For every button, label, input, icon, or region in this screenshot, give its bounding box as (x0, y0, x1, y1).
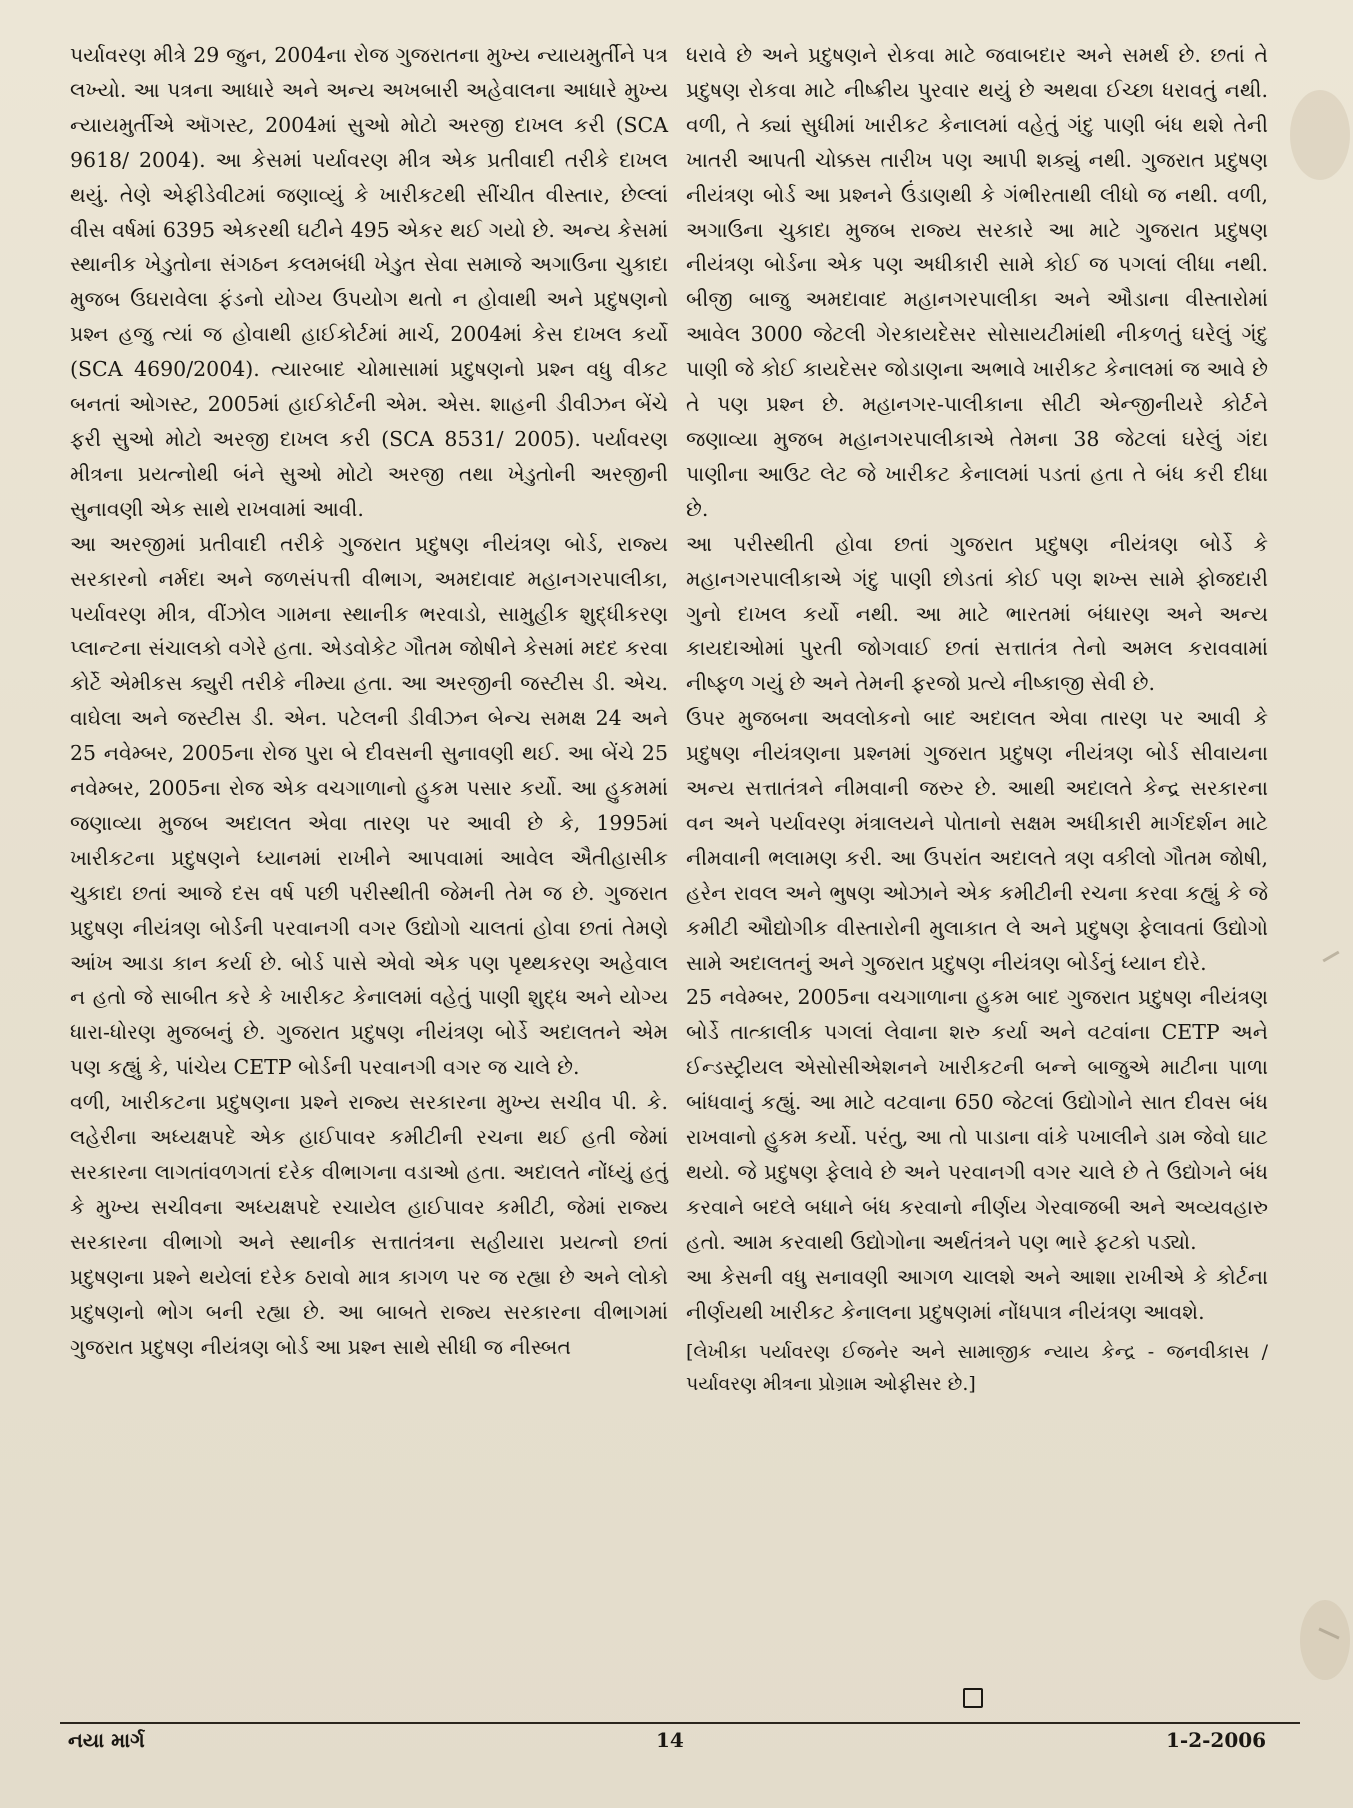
article-paragraph: આ કેસની વધુ સનાવણી આગળ ચાલશે અને આશા રાખીએ કે કોર્ટના નીર્ણયથી ખારીકટ કેનાલના પ્રદુષણમાં નોંધપાત્ર નીયંત્રણ આવશે. (686, 1264, 1268, 1324)
article-paragraph: આ અરજીમાં પ્રતીવાદી તરીકે ગુજરાત પ્રદુષણ નીયંત્રણ બોર્ડ, રાજ્ય સરકારનો નર્મદા અને જળસંપત્તી વીભાગ, અમદાવાદ મહાનગરપાલીકા, પર્યાવરણ મીત્ર, વીંઝોલ ગામના સ્થાનીક ભરવાડો, સામુહીક શુદ્ધીકરણ પ્લાન્ટના સંચાલકો વગેરે હતા. એડવોકેટ ગૌતમ જોષીને કેસમાં મદદ કરવા કોર્ટે એમીકસ ક્યુરી તરીકે નીમ્યા હતા. આ અરજીની જસ્ટીસ ડી. એચ. વાઘેલા અને જસ્ટીસ ડી. એન. પટેલની ડીવીઝન બેન્ચ સમક્ષ 24 અને 25 નવેમ્બર, 2005ના રોજ પુરા બે દીવસની સુનાવણી થઈ. આ બેંચે 25 નવેમ્બર, 2005ના રોજ એક વચગાળાનો હુકમ પસાર કર્યો. આ હુકમમાં જણાવ્યા મુજબ અદાલત એવા તારણ પર આવી છે કે, 1995માં ખારીકટના પ્રદુષણને ધ્યાનમાં રાખીને આપવામાં આવેલ ઐતીહાસીક ચુકાદા છતાં આજે દસ વર્ષ પછી પરીસ્થીતી જેમની તેમ જ છે. ગુજરાત પ્રદુષણ નીયંત્રણ બોર્ડની પરવાનગી વગર ઉદ્યોગો ચાલતાં હોવા છતાં તેમણે આંખ આડા કાન કર્યા છે. બોર્ડ પાસે એવો એક પણ પૃથ્થકરણ અહેવાલ ન હતો જે સાબીત કરે કે ખારીકટ કેનાલમાં વહેતું પાણી શુદ્ધ અને યોગ્ય ધારા-ધોરણ મુજબનું છે. ગુજરાત પ્રદુષણ નીયંત્રણ બોર્ડે અદાલતને એમ પણ કહ્યું કે, પાંચેય CETP બોર્ડની પરવાનગી વગર જ ચાલે છે. (70, 531, 668, 1080)
footer-page-number: 14 (656, 1728, 684, 1752)
article-column-left (70, 38, 668, 1364)
paper-scuff (1322, 951, 1339, 963)
article-paragraph: 25 નવેમ્બર, 2005ના વચગાળાના હુકમ બાદ ગુજરાત પ્રદુષણ નીયંત્રણ બોર્ડે તાત્કાલીક પગલાં લેવાના શરુ કર્યા અને વટવાંના CETP અને ઈન્ડસ્ટ્રીયલ એસોસીએશનને ખારીકટની બન્ને બાજુએ માટીના પાળા બાંધવાનું કહ્યું. આ માટે વટવાના 650 જેટલાં ઉદ્યોગોને સાત દીવસ બંધ રાખવાનો હુકમ કર્યો. પરંતુ, આ તો પાડાના વાંકે પખાલીને ડામ જેવો ઘાટ થયો. જે પ્રદુષણ ફેલાવે છે અને પરવાનગી વગર ચાલે છે તે ઉદ્યોગને બંધ કરવાને બદલે બધાને બંધ કરવાનો નીર્ણય ગેરવાજબી અને અવ્યવહારુ હતો. આમ કરવાથી ઉદ્યોગોના અર્થતંત્રને પણ ભારે ફટકો પડ્યો. (686, 985, 1268, 1254)
author-footnote: [લેખીકા પર્યાવરણ ઈજનેર અને સામાજીક ન્યાય કેન્દ્ર - જનવીકાસ / પર્યાવરણ મીત્રના પ્રોગ્રામ ઓફીસર છે.] (686, 1340, 1268, 1395)
footer-issue-date: 1-2-2006 (1166, 1728, 1267, 1752)
article-paragraph: આ પરીસ્થીતી હોવા છતાં ગુજરાત પ્રદુષણ નીયંત્રણ બોર્ડે કે મહાનગરપાલીકાએ ગંદુ પાણી છોડતાં કોઈ પણ શખ્સ સામે ફોજદારી ગુનો દાખલ કર્યો નથી. આ માટે ભારતમાં બંધારણ અને અન્ય કાયદાઓમાં પુરતી જોગવાઈ છતાં સત્તાતંત્ર તેનો અમલ કરાવવામાં નીષ્ફળ ગયું છે અને તેમની ફરજો પ્રત્યે નીષ્કાજી સેવી છે. (686, 531, 1268, 696)
paper-stain (1290, 90, 1350, 180)
footer-divider (60, 1722, 1300, 1724)
article-column-right (686, 38, 1268, 1400)
article-end-square-icon (963, 1688, 983, 1708)
footer-magazine-name: નયા માર્ગ (68, 1728, 145, 1752)
article-paragraph: ઉપર મુજબના અવલોકનો બાદ અદાલત એવા તારણ પર આવી કે પ્રદુષણ નીયંત્રણના પ્રશ્નમાં ગુજરાત પ્રદુષણ નીયંત્રણ બોર્ડ સીવાયના અન્ય સત્તાતંત્રને નીમવાની જરુર છે. આથી અદાલતે કેન્દ્ર સરકારના વન અને પર્યાવરણ મંત્રાલયને પોતાનો સક્ષમ અધીકારી માર્ગદર્શન માટે નીમવાની ભલામણ કરી. આ ઉપરાંત અદાલતે ત્રણ વકીલો ગૌતમ જોષી, હરેન રાવલ અને ભુષણ ઓઝાને એક કમીટીની રચના કરવા કહ્યું કે જે કમીટી ઔદ્યોગીક વીસ્તારોની મુલાકાત લે અને પ્રદુષણ ફેલાવતાં ઉદ્યોગો સામે અદાલતનું અને ગુજરાત પ્રદુષણ નીયંત્રણ બોર્ડનું ધ્યાન દોરે. (686, 706, 1268, 975)
article-paragraph: પર્યાવરણ મીત્રે 29 જુન, 2004ના રોજ ગુજરાતના મુખ્ય ન્યાયમુર્તીને પત્ર લખ્યો. આ પત્રના આધારે અને અન્ય અખબારી અહેવાલના આધારે મુખ્ય ન્યાયમુર્તીએ ઑગસ્ટ, 2004માં સુઓ મોટો અરજી દાખલ કરી (SCA 9618/ 2004). આ કેસમાં પર્યાવરણ મીત્ર એક પ્રતીવાદી તરીકે દાખલ થયું. તેણે એફીડેવીટમાં જણાવ્યું કે ખારીકટથી સીંચીત વીસ્તાર, છેલ્લાં વીસ વર્ષમાં 6395 એકરથી ઘટીને 495 એકર થઈ ગયો છે. અન્ય કેસમાં સ્થાનીક ખેડુતોના સંગઠન કલમબંધી ખેડુત સેવા સમાજે અગાઉના ચુકાદા મુજબ ઉઘરાવેલા ફંડનો યોગ્ય ઉપયોગ થતો ન હોવાથી અને પ્રદુષણનો પ્રશ્ન હજુ ત્યાં જ હોવાથી હાઈકોર્ટમાં માર્ચ, 2004માં કેસ દાખલ કર્યો (SCA 4690/2004). ત્યારબાદ ચોમાસામાં પ્રદુષણનો પ્રશ્ન વધુ વીકટ બનતાં ઓગસ્ટ, 2005માં હાઈકોર્ટની એમ. એસ. શાહની ડીવીઝન બેંચે ફરી સુઓ મોટો અરજી દાખલ કરી (SCA 8531/ 2005). પર્યાવરણ મીત્રના પ્રયત્નોથી બંને સુઓ મોટો અરજી તથા ખેડુતોની અરજીની સુનાવણી એક સાથે રાખવામાં આવી. (70, 43, 668, 521)
paper-stain (1300, 1600, 1350, 1680)
article-paragraph: વળી, ખારીકટના પ્રદુષણના પ્રશ્ને રાજ્ય સરકારના મુખ્ય સચીવ પી. કે. લહેરીના અધ્યક્ષપદે એક હાઈપાવર કમીટીની રચના થઈ હતી જેમાં સરકારના લાગતાંવળગતાં દરેક વીભાગના વડાઓ હતા. અદાલતે નોંધ્યું હતું કે મુખ્ય સચીવના અધ્યક્ષપદે રચાયેલ હાઈપાવર કમીટી, જેમાં રાજ્ય સરકારના વીભાગો અને સ્થાનીક સત્તાતંત્રના સહીયારા પ્રયત્નો છતાં પ્રદુષણના પ્રશ્ને થયેલાં દરેક ઠરાવો માત્ર કાગળ પર જ રહ્યા છે અને લોકો પ્રદુષણનો ભોગ બની રહ્યા છે. આ બાબતે રાજ્ય સરકારના વીભાગમાં ગુજરાત પ્રદુષણ નીયંત્રણ બોર્ડ આ પ્રશ્ન સાથે સીધી જ નીસ્બત (70, 1090, 668, 1359)
article-paragraph: ધરાવે છે અને પ્રદુષણને રોકવા માટે જવાબદાર અને સમર્થ છે. છતાં તે પ્રદુષણ રોકવા માટે નીષ્ક્રીય પુરવાર થયું છે અથવા ઈચ્છા ધરાવતું નથી. વળી, તે ક્યાં સુધીમાં ખારીકટ કેનાલમાં વહેતું ગંદુ પાણી બંધ થશે તેની ખાતરી આપતી ચોક્કસ તારીખ પણ આપી શક્યું નથી. ગુજરાત પ્રદુષણ નીયંત્રણ બોર્ડ આ પ્રશ્નને ઉંડાણથી કે ગંભીરતાથી લીધો જ નથી. વળી, અગાઉના ચુકાદા મુજબ રાજ્ય સરકારે આ માટે ગુજરાત પ્રદુષણ નીયંત્રણ બોર્ડના એક પણ અધીકારી સામે કોઈ જ પગલાં લીધા નથી. બીજી બાજુ અમદાવાદ મહાનગરપાલીકા અને ઔડાના વીસ્તારોમાં આવેલ 3000 જેટલી ગેરકાયદેસર સોસાયટીમાંથી નીકળતું ઘરેલું ગંદુ પાણી જે કોઈ કાયદેસર જોડાણના અભાવે ખારીકટ કેનાલમાં જ આવે છે તે પણ પ્રશ્ન છે. મહાનગર-પાલીકાના સીટી એન્જીનીયરે કોર્ટને જણાવ્યા મુજબ મહાનગરપાલીકાએ તેમના 38 જેટલાં ઘરેલું ગંદા પાણીના આઉટ લેટ જે ખારીકટ કેનાલમાં પડતાં હતા તે બંધ કરી દીધા છે. (686, 43, 1268, 521)
